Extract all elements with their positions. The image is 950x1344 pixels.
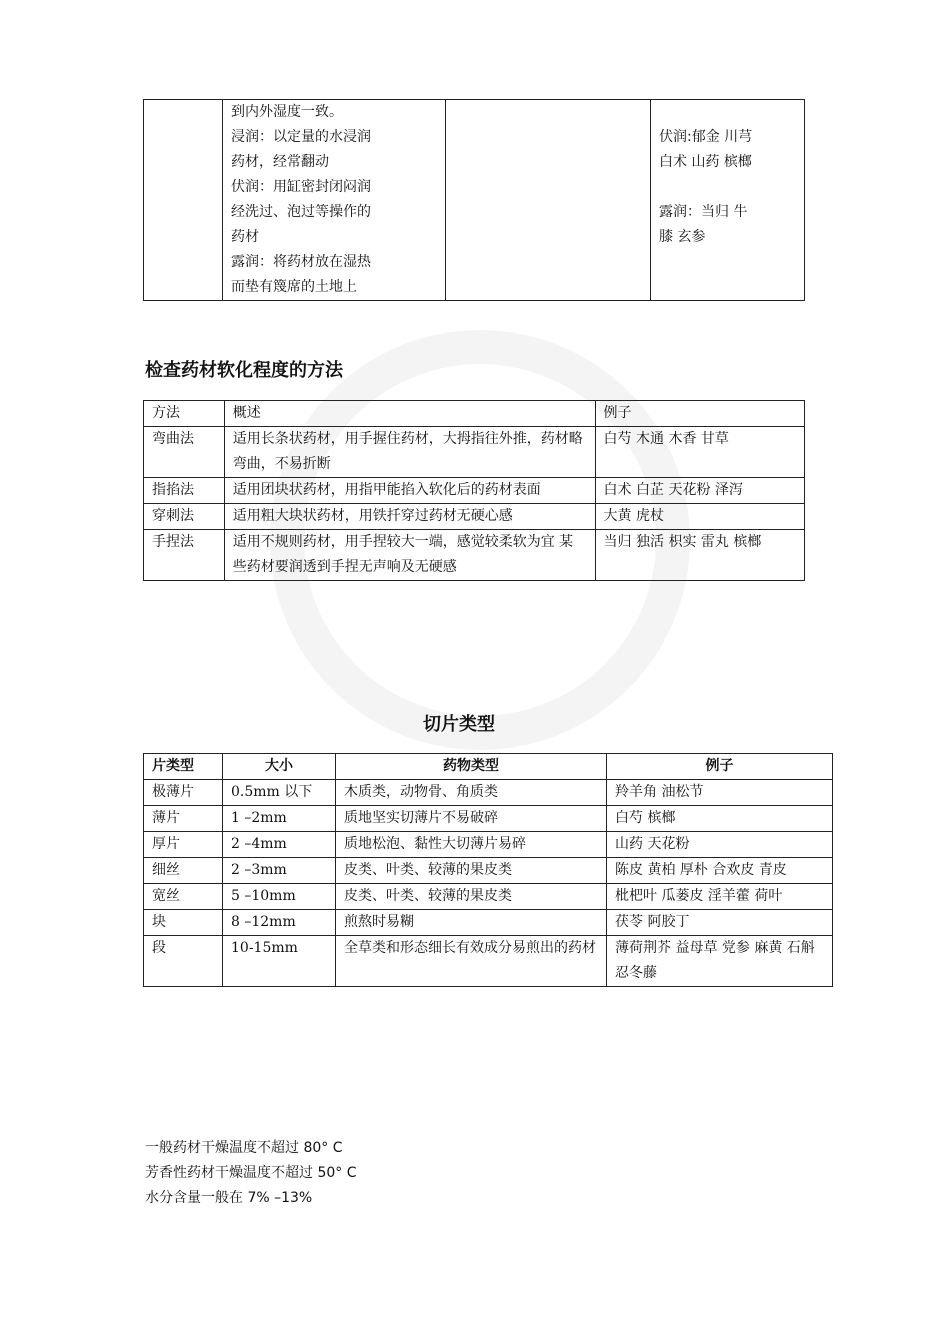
desc-line: 药材，经常翻动 <box>231 154 329 170</box>
drying-notes <box>145 1136 357 1211</box>
table-header-row <box>144 754 833 780</box>
note-line: 水分含量一般在 7% –13% <box>145 1190 313 1206</box>
table-cell-empty <box>446 100 651 301</box>
example-cell: 薄荷荆芥 益母草 党参 麻黄 石斛 忍冬藤 <box>607 936 833 987</box>
example-line: 伏润:郁金 川芎 <box>659 129 753 145</box>
example-cell: 白术 白芷 天花粉 泽泻 <box>595 478 804 504</box>
example-cell: 枇杷叶 瓜蒌皮 淫羊藿 荷叶 <box>607 884 833 910</box>
size-cell: 2 –3mm <box>223 858 336 884</box>
size-cell: 1 –2mm <box>223 806 336 832</box>
column-header: 概述 <box>224 401 595 427</box>
column-header: 例子 <box>607 754 833 780</box>
method-cell: 指掐法 <box>144 478 225 504</box>
moistening-table <box>143 99 805 301</box>
column-header: 药物类型 <box>336 754 607 780</box>
size-cell: 0.5mm 以下 <box>223 780 336 806</box>
softening-table <box>143 400 805 581</box>
drug-type-cell: 皮类、叶类、较薄的果皮类 <box>336 884 607 910</box>
drug-type-cell: 全草类和形态细长有效成分易煎出的药材 <box>336 936 607 987</box>
table-row <box>144 910 833 936</box>
moistening-description <box>223 100 446 301</box>
table-cell-empty <box>144 100 223 301</box>
desc-line: 伏润：用缸密封闭闷润 <box>231 179 371 195</box>
example-cell: 当归 独活 枳实 雷丸 槟榔 <box>595 530 804 581</box>
table-row <box>144 427 805 478</box>
example-line <box>659 175 796 200</box>
slice-type-cell: 极薄片 <box>144 780 223 806</box>
example-cell: 白芍 槟榔 <box>607 806 833 832</box>
table-row <box>144 884 833 910</box>
description-cell: 适用团块状药材，用指甲能掐入软化后的药材表面 <box>224 478 595 504</box>
column-header: 片类型 <box>144 754 223 780</box>
slice-type-cell: 薄片 <box>144 806 223 832</box>
description-cell: 适用不规则药材，用手捏较大一端，感觉较柔软为宜 某些药材要润透到手捏无声响及无硬感 <box>224 530 595 581</box>
column-header: 大小 <box>223 754 336 780</box>
size-cell: 2 –4mm <box>223 832 336 858</box>
column-header: 例子 <box>595 401 804 427</box>
table-header-row <box>144 401 805 427</box>
drug-type-cell: 质地松泡、黏性大切薄片易碎 <box>336 832 607 858</box>
example-line: 露润：当归 牛 <box>659 204 748 220</box>
slice-types-title: 切片类型 <box>423 714 495 735</box>
table-row <box>144 530 805 581</box>
drug-type-cell: 皮类、叶类、较薄的果皮类 <box>336 858 607 884</box>
table-row <box>144 504 805 530</box>
size-cell: 5 –10mm <box>223 884 336 910</box>
example-cell: 白芍 木通 木香 甘草 <box>595 427 804 478</box>
table-row <box>144 100 805 301</box>
slice-type-cell: 细丝 <box>144 858 223 884</box>
drug-type-cell: 质地坚实切薄片不易破碎 <box>336 806 607 832</box>
description-cell: 适用粗大块状药材，用铁扦穿过药材无硬心感 <box>224 504 595 530</box>
size-cell: 8 –12mm <box>223 910 336 936</box>
drug-type-cell: 木质类，动物骨、角质类 <box>336 780 607 806</box>
softening-title: 检查药材软化程度的方法 <box>145 360 343 381</box>
note-line: 一般药材干燥温度不超过 80° C <box>145 1140 343 1156</box>
desc-line: 露润：将药材放在湿热 <box>231 254 371 270</box>
desc-line: 浸润：以定量的水浸润 <box>231 129 371 145</box>
example-cell: 山药 天花粉 <box>607 832 833 858</box>
slice-types-table <box>143 753 833 987</box>
table-row <box>144 806 833 832</box>
desc-line: 而垫有篾席的土地上 <box>231 279 357 295</box>
drug-type-cell: 煎熬时易糊 <box>336 910 607 936</box>
desc-line: 药材 <box>231 229 259 245</box>
example-line: 膝 玄参 <box>659 229 706 245</box>
slice-type-cell: 厚片 <box>144 832 223 858</box>
moistening-examples <box>651 100 805 301</box>
table-row <box>144 478 805 504</box>
note-line: 芳香性药材干燥温度不超过 50° C <box>145 1165 357 1181</box>
method-cell: 手捏法 <box>144 530 225 581</box>
table-row <box>144 858 833 884</box>
example-cell: 大黄 虎杖 <box>595 504 804 530</box>
table-row <box>144 780 833 806</box>
table-row <box>144 832 833 858</box>
desc-line: 经洗过、泡过等操作的 <box>231 204 371 220</box>
example-line: 白术 山药 槟榔 <box>659 154 752 170</box>
size-cell: 10-15mm <box>223 936 336 987</box>
desc-line: 到内外湿度一致。 <box>231 104 343 120</box>
example-cell: 茯苓 阿胶丁 <box>607 910 833 936</box>
description-cell: 适用长条状药材，用手握住药材，大拇指往外推，药材略弯曲，不易折断 <box>224 427 595 478</box>
method-cell: 弯曲法 <box>144 427 225 478</box>
example-cell: 羚羊角 油松节 <box>607 780 833 806</box>
method-cell: 穿刺法 <box>144 504 225 530</box>
table-row <box>144 936 833 987</box>
example-cell: 陈皮 黄柏 厚朴 合欢皮 青皮 <box>607 858 833 884</box>
slice-type-cell: 段 <box>144 936 223 987</box>
column-header: 方法 <box>144 401 225 427</box>
slice-type-cell: 块 <box>144 910 223 936</box>
slice-type-cell: 宽丝 <box>144 884 223 910</box>
